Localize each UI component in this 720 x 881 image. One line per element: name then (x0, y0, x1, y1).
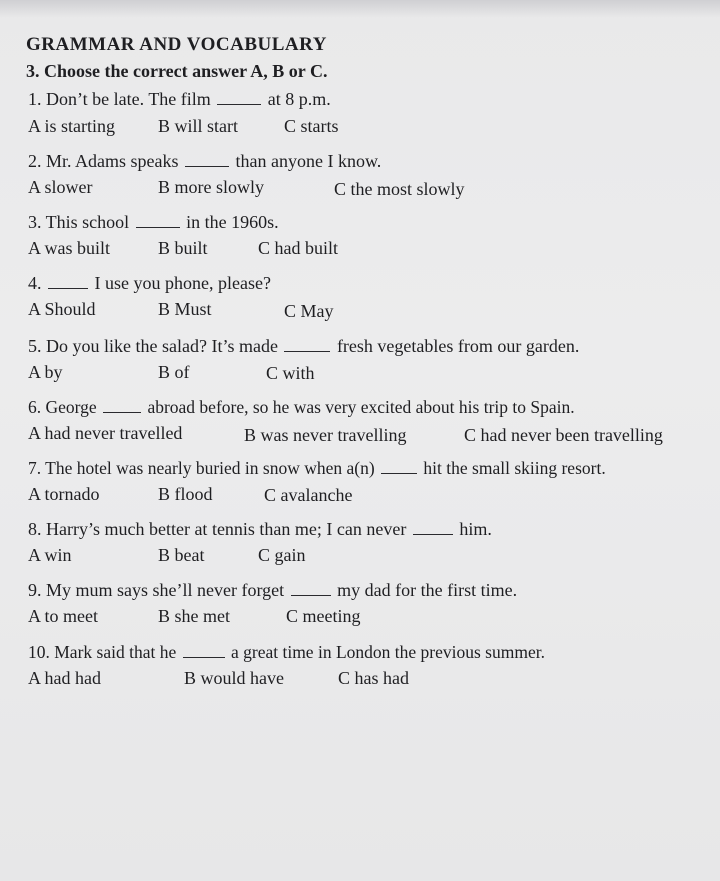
answer-blank (183, 643, 225, 658)
option-b: B beat (158, 545, 205, 565)
option-c: C avalanche (264, 485, 353, 505)
question-text-before: 4. (28, 273, 42, 293)
answer-blank (381, 459, 417, 474)
answer-blank (217, 90, 261, 105)
option-b: B Must (158, 299, 212, 319)
option-a: A slower (28, 177, 93, 197)
exercise-instruction: 3. Choose the correct answer A, B or C. (26, 61, 328, 81)
option-a: A win (28, 545, 72, 565)
option-c: C gain (258, 545, 306, 565)
question-6 (28, 397, 575, 418)
answer-blank (103, 398, 141, 413)
question-1 (28, 89, 331, 110)
option-a: A is starting (28, 116, 116, 136)
question-10 (28, 642, 545, 663)
question-text-before: 9. My mum says she’ll never forget (28, 580, 285, 600)
question-text-after: fresh vegetables from our garden. (336, 336, 580, 356)
option-a: A tornado (28, 484, 100, 504)
question-text-after: hit the small skiing resort. (423, 458, 606, 478)
question-text-after: abroad before, so he was very excited about his trip to Spain. (147, 397, 575, 417)
option-c: C May (284, 301, 334, 321)
option-c: C meeting (286, 606, 361, 626)
section-heading: GRAMMAR AND VOCABULARY (26, 34, 327, 55)
option-b: B will start (158, 116, 238, 136)
question-4 (28, 273, 271, 294)
question-text-before: 8. Harry’s much better at tennis than me; I can never (28, 519, 407, 539)
answer-blank (185, 152, 229, 167)
option-a: A had had (28, 668, 101, 688)
option-b: B was never travelling (244, 425, 407, 445)
option-a: A by (28, 362, 63, 382)
option-b: B would have (184, 668, 284, 688)
question-9 (28, 580, 517, 601)
question-text-before: 2. Mr. Adams speaks (28, 151, 179, 171)
option-a: A was built (28, 238, 111, 258)
option-a: A to meet (28, 606, 98, 626)
option-b: B of (158, 362, 190, 382)
question-text-after: I use you phone, please? (94, 273, 271, 293)
question-text-before: 10. Mark said that he (28, 642, 177, 662)
option-c: C with (266, 363, 315, 383)
question-text-before: 3. This school (28, 212, 130, 232)
option-c: C had built (258, 238, 338, 258)
question-2 (28, 151, 381, 172)
question-text-before: 5. Do you like the salad? It’s made (28, 336, 278, 356)
answer-blank (284, 337, 330, 352)
question-8 (28, 519, 492, 540)
option-b: B more slowly (158, 177, 264, 197)
option-c: C had never been travelling (464, 425, 663, 445)
option-b: B she met (158, 606, 230, 626)
question-text-before: 6. George (28, 397, 97, 417)
answer-blank (136, 213, 180, 228)
question-text-after: him. (459, 519, 492, 539)
option-b: B built (158, 238, 208, 258)
question-7 (28, 458, 606, 479)
question-3 (28, 212, 279, 233)
answer-blank (413, 520, 453, 535)
question-5 (28, 336, 579, 357)
question-text-after: in the 1960s. (186, 212, 279, 232)
question-text-before: 1. Don’t be late. The film (28, 89, 211, 109)
question-text-before: 7. The hotel was nearly buried in snow when a(n) (28, 458, 375, 478)
option-a: A Should (28, 299, 96, 319)
option-c: C starts (284, 116, 339, 136)
page-edge-shadow (0, 0, 720, 18)
option-c: C has had (338, 668, 409, 688)
question-text-after: than anyone I know. (235, 151, 382, 171)
option-a: A had never travelled (28, 423, 183, 443)
question-text-after: a great time in London the previous summer. (230, 642, 545, 662)
question-text-after: at 8 p.m. (267, 89, 331, 109)
option-c: C the most slowly (334, 179, 465, 199)
option-b: B flood (158, 484, 213, 504)
answer-blank (291, 581, 331, 596)
question-text-after: my dad for the first time. (337, 580, 518, 600)
answer-blank (48, 274, 88, 289)
